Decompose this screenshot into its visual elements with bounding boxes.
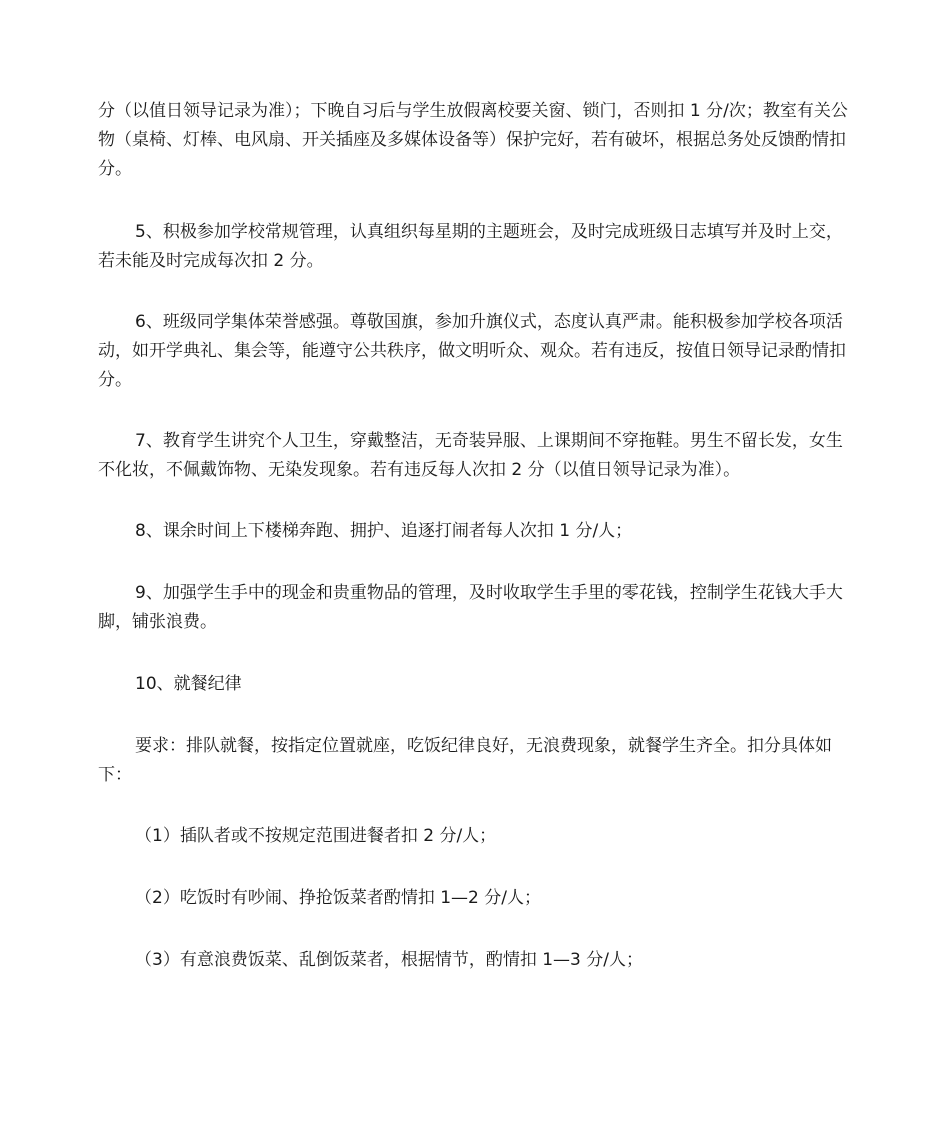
paragraph-item-6: 6、班级同学集体荣誉感强。尊敬国旗，参加升旗仪式，态度认真严肃。能积极参加学校各项活动，如开学典礼、集会等，能遵守公共秩序，做文明听众、观众。若有违反，按值日领导记录酌情扣分。 <box>98 312 846 390</box>
paragraph-item-5: 5、积极参加学校常规管理，认真组织每星期的主题班会，及时完成班级日志填写并及时上交，若未能及时完成每次扣 2 分。 <box>98 222 843 271</box>
paragraph-item-9: 9、加强学生手中的现金和贵重物品的管理，及时收取学生手里的零花钱，控制学生花钱大手大脚，铺张浪费。 <box>98 583 843 632</box>
paragraph-continuation: 分（以值日领导记录为准）；下晚自习后与学生放假离校要关窗、锁门，否则扣 1 分/次；教室有关公物（桌椅、灯棒、电风扇、开关插座及多媒体设备等）保护完好，若有破坏，根据总务处反馈酌情扣分。 <box>98 101 848 179</box>
paragraph-item-8: 8、课余时间上下楼梯奔跑、拥护、追逐打闹者每人次扣 1 分/人； <box>135 521 633 541</box>
paragraph-subitem-1: （1）插队者或不按规定范围进餐者扣 2 分/人； <box>135 826 497 846</box>
paragraph-dining-requirements: 要求：排队就餐，按指定位置就座，吃饭纪律良好，无浪费现象，就餐学生齐全。扣分具体如下： <box>98 736 832 785</box>
paragraph-item-7: 7、教育学生讲究个人卫生，穿戴整洁，无奇装异服、上课期间不穿拖鞋。男生不留长发，女生不化妆，不佩戴饰物、无染发现象。若有违反每人次扣 2 分（以值日领导记录为准）。 <box>98 431 843 480</box>
paragraph-item-10-heading: 10、就餐纪律 <box>135 674 242 694</box>
paragraph-subitem-3: （3）有意浪费饭菜、乱倒饭菜者，根据情节，酌情扣 1—3 分/人； <box>135 950 643 970</box>
paragraph-subitem-2: （2）吃饭时有吵闹、挣抢饭菜者酌情扣 1—2 分/人； <box>135 888 541 908</box>
